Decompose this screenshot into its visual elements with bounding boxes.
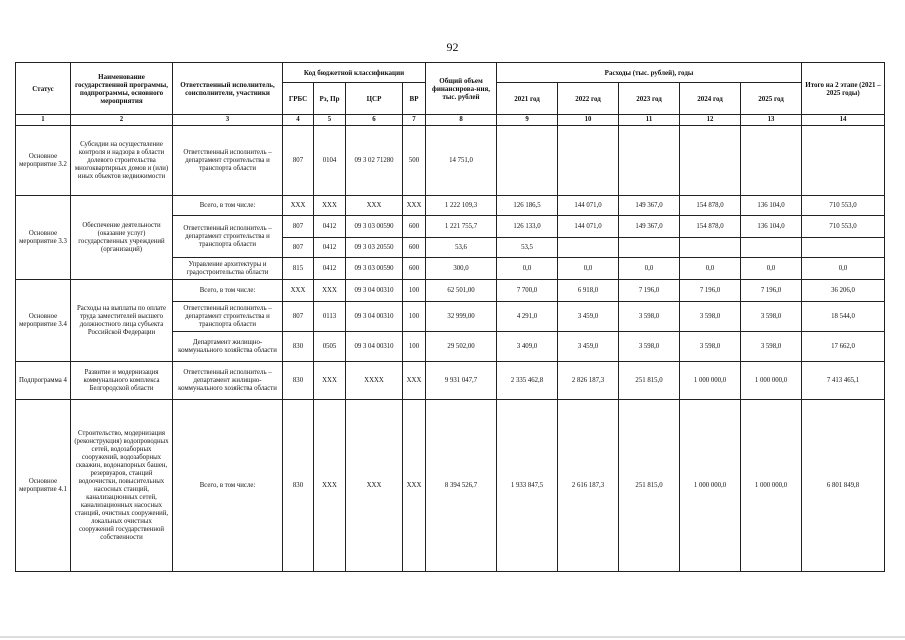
cell-rzpr: 0412 — [314, 216, 346, 238]
cell-csr: 09 3 03 00590 — [346, 216, 403, 238]
header-code-group: Код бюджетной классификации — [283, 63, 426, 83]
cell-2024: 154 878,0 — [680, 216, 741, 238]
cell-2021: 3 409,0 — [497, 332, 558, 362]
cell-2024 — [680, 238, 741, 258]
cell-rzpr: ХХХ — [314, 196, 346, 216]
row-name: Субсидии на осуществление контроля и надзора в области долевого строительства многоквартирных домов и (или) иных объектов недвижимости — [71, 126, 173, 196]
cell-vr: 600 — [403, 216, 426, 238]
cell-rzpr: 0104 — [314, 126, 346, 196]
cell-2021 — [497, 126, 558, 196]
cell-itogo: 18 544,0 — [802, 302, 885, 332]
cell-2025: 7 196,0 — [741, 280, 802, 302]
cell-grbs: 807 — [283, 216, 314, 238]
row-executor: Ответственный исполнитель – департамент жилищно-коммунального хозяйства области — [173, 362, 283, 400]
cell-csr: 09 3 02 71280 — [346, 126, 403, 196]
cell-itogo — [802, 126, 885, 196]
header-grbs: ГРБС — [283, 83, 314, 115]
cell-csr: 09 3 04 00310 — [346, 332, 403, 362]
cell-2023: 7 196,0 — [619, 280, 680, 302]
cell-2024: 154 878,0 — [680, 196, 741, 216]
cell-grbs: 830 — [283, 362, 314, 400]
col-index: 4 — [283, 115, 314, 126]
cell-2022: 144 071,0 — [558, 216, 619, 238]
table-row — [16, 400, 885, 572]
cell-grbs: 807 — [283, 302, 314, 332]
cell-vr: ХХХ — [403, 362, 426, 400]
cell-grbs: 807 — [283, 126, 314, 196]
row-status: Основное мероприятие 3.4 — [16, 280, 71, 362]
row-status: Основное мероприятие 3.2 — [16, 126, 71, 196]
cell-2024: 3 598,0 — [680, 332, 741, 362]
cell-total: 1 221 755,7 — [426, 216, 497, 238]
scan-edge-divider — [0, 636, 905, 638]
cell-2022: 3 459,0 — [558, 332, 619, 362]
cell-2025: 3 598,0 — [741, 332, 802, 362]
cell-itogo: 710 553,0 — [802, 216, 885, 238]
cell-itogo: 6 801 849,8 — [802, 400, 885, 572]
cell-2023 — [619, 126, 680, 196]
cell-2025: 136 104,0 — [741, 196, 802, 216]
cell-2025: 3 598,0 — [741, 302, 802, 332]
row-executor: Ответственный исполнитель – департамент строительства и транспорта области — [173, 126, 283, 196]
cell-total: 53,6 — [426, 238, 497, 258]
col-index: 2 — [71, 115, 173, 126]
header-total: Общий объем финансирова-ния, тыс. рублей — [426, 63, 497, 115]
table-row — [16, 196, 885, 216]
col-index: 7 — [403, 115, 426, 126]
cell-itogo: 7 413 465,1 — [802, 362, 885, 400]
cell-csr: 09 3 03 20550 — [346, 238, 403, 258]
cell-csr: ХХХ — [346, 400, 403, 572]
header-2024: 2024 год — [680, 83, 741, 115]
col-index: 5 — [314, 115, 346, 126]
col-index: 6 — [346, 115, 403, 126]
cell-2024 — [680, 126, 741, 196]
cell-itogo: 17 662,0 — [802, 332, 885, 362]
row-executor: Всего, в том числе: — [173, 280, 283, 302]
row-executor: Ответственный исполнитель – департамент строительства и транспорта области — [173, 302, 283, 332]
cell-rzpr: ХХХ — [314, 400, 346, 572]
col-index: 3 — [173, 115, 283, 126]
cell-vr: 100 — [403, 280, 426, 302]
cell-total: 9 931 047,7 — [426, 362, 497, 400]
cell-2025: 1 000 000,0 — [741, 362, 802, 400]
cell-total: 29 502,00 — [426, 332, 497, 362]
header-expenses-group: Расходы (тыс. рублей), годы — [497, 63, 802, 83]
cell-grbs: ХХХ — [283, 280, 314, 302]
row-executor: Всего, в том числе: — [173, 196, 283, 216]
cell-2025 — [741, 238, 802, 258]
table-row — [16, 126, 885, 196]
cell-2023: 3 598,0 — [619, 332, 680, 362]
cell-2023: 251 815,0 — [619, 362, 680, 400]
cell-rzpr: ХХХ — [314, 280, 346, 302]
cell-grbs: 830 — [283, 400, 314, 572]
cell-2025 — [741, 126, 802, 196]
cell-rzpr: 0412 — [314, 258, 346, 280]
cell-csr: 09 3 04 00310 — [346, 302, 403, 332]
cell-vr: ХХХ — [403, 400, 426, 572]
cell-2024: 1 000 000,0 — [680, 400, 741, 572]
cell-grbs: ХХХ — [283, 196, 314, 216]
cell-2024: 1 000 000,0 — [680, 362, 741, 400]
cell-2023: 251 815,0 — [619, 400, 680, 572]
cell-2022: 2 616 187,3 — [558, 400, 619, 572]
cell-grbs: 807 — [283, 238, 314, 258]
budget-table — [15, 62, 885, 572]
cell-2025: 1 000 000,0 — [741, 400, 802, 572]
cell-2024: 7 196,0 — [680, 280, 741, 302]
cell-2022 — [558, 126, 619, 196]
row-executor: Департамент жилищно-коммунального хозяйства области — [173, 332, 283, 362]
header-2022: 2022 год — [558, 83, 619, 115]
cell-grbs: 815 — [283, 258, 314, 280]
header-rzpr: Рз, Пр — [314, 83, 346, 115]
page-number: 92 — [446, 40, 459, 54]
cell-vr: ХХХ — [403, 196, 426, 216]
row-executor: Всего, в том числе: — [173, 400, 283, 572]
col-index: 12 — [680, 115, 741, 126]
cell-2021: 53,5 — [497, 238, 558, 258]
row-name: Развитие и модернизация коммунального комплекса Белгородской области — [71, 362, 173, 400]
cell-total: 62 501,00 — [426, 280, 497, 302]
cell-total: 14 751,0 — [426, 126, 497, 196]
cell-2022: 2 826 187,3 — [558, 362, 619, 400]
row-name: Обеспечение деятельности (оказание услуг) государственных учреждений (организаций) — [71, 196, 173, 280]
col-index: 8 — [426, 115, 497, 126]
header-csr: ЦСР — [346, 83, 403, 115]
table-row — [16, 362, 885, 400]
cell-2021: 126 133,0 — [497, 216, 558, 238]
header-executor: Ответственный исполнитель, соисполнители, участники — [173, 63, 283, 115]
cell-total: 32 999,00 — [426, 302, 497, 332]
cell-rzpr: 0113 — [314, 302, 346, 332]
cell-itogo: 710 553,0 — [802, 196, 885, 216]
cell-rzpr: 0412 — [314, 238, 346, 258]
row-status: Подпрограмма 4 — [16, 362, 71, 400]
cell-vr: 100 — [403, 332, 426, 362]
header-2025: 2025 год — [741, 83, 802, 115]
header-2021: 2021 год — [497, 83, 558, 115]
cell-csr: ХХХХ — [346, 362, 403, 400]
cell-2023: 0,0 — [619, 258, 680, 280]
cell-2023: 149 367,0 — [619, 216, 680, 238]
cell-itogo: 36 206,0 — [802, 280, 885, 302]
col-index: 11 — [619, 115, 680, 126]
cell-total: 1 222 109,3 — [426, 196, 497, 216]
cell-vr: 100 — [403, 302, 426, 332]
header-status: Статус — [16, 63, 71, 115]
header-name: Наименование государственной программы, подпрограммы, основного мероприятия — [71, 63, 173, 115]
cell-vr: 600 — [403, 258, 426, 280]
header-2023: 2023 год — [619, 83, 680, 115]
cell-2021: 2 335 462,8 — [497, 362, 558, 400]
cell-rzpr: ХХХ — [314, 362, 346, 400]
cell-rzpr: 0505 — [314, 332, 346, 362]
cell-2022: 0,0 — [558, 258, 619, 280]
cell-2025: 0,0 — [741, 258, 802, 280]
row-name: Расходы на выплаты по оплате труда заместителей высшего должностного лица субъекта Российской Федерации — [71, 280, 173, 362]
cell-2025: 136 104,0 — [741, 216, 802, 238]
cell-csr: 09 3 04 00310 — [346, 280, 403, 302]
cell-2023: 3 598,0 — [619, 302, 680, 332]
col-index: 14 — [802, 115, 885, 126]
cell-2021: 0,0 — [497, 258, 558, 280]
cell-2024: 3 598,0 — [680, 302, 741, 332]
cell-2023 — [619, 238, 680, 258]
cell-csr: ХХХ — [346, 196, 403, 216]
cell-2021: 1 933 847,5 — [497, 400, 558, 572]
cell-2022: 6 918,0 — [558, 280, 619, 302]
row-executor: Ответственный исполнитель – департамент строительства и транспорта области — [173, 216, 283, 258]
cell-total: 8 394 526,7 — [426, 400, 497, 572]
cell-2022: 144 071,0 — [558, 196, 619, 216]
cell-2022 — [558, 238, 619, 258]
col-index: 1 — [16, 115, 71, 126]
cell-itogo: 0,0 — [802, 258, 885, 280]
table-row — [16, 280, 885, 302]
header-itogo: Итого на 2 этапе (2021 – 2025 годы) — [802, 63, 885, 115]
row-name: Строительство, модернизация (реконструкция) водопроводных сетей, водозаборных сооружений, водозаборных скважин, водонапорных башен, резервуаров, станций водоочистки, повысительных насосных станций, канализационных сетей, канализационных насосных станций, очистных сооружений, локальных очистных сооружений государственной собственности — [71, 400, 173, 572]
cell-2021: 4 291,0 — [497, 302, 558, 332]
cell-grbs: 830 — [283, 332, 314, 362]
header-vr: ВР — [403, 83, 426, 115]
column-index-row — [16, 115, 885, 126]
cell-2021: 7 700,0 — [497, 280, 558, 302]
cell-itogo — [802, 238, 885, 258]
cell-2021: 126 186,5 — [497, 196, 558, 216]
row-status: Основное мероприятие 3.3 — [16, 196, 71, 280]
cell-csr: 09 3 03 00590 — [346, 258, 403, 280]
cell-vr: 500 — [403, 126, 426, 196]
cell-total: 300,0 — [426, 258, 497, 280]
row-status: Основное мероприятие 4.1 — [16, 400, 71, 572]
cell-2022: 3 459,0 — [558, 302, 619, 332]
cell-2023: 149 367,0 — [619, 196, 680, 216]
row-executor: Управление архитектуры и градостроительства области — [173, 258, 283, 280]
col-index: 10 — [558, 115, 619, 126]
col-index: 13 — [741, 115, 802, 126]
cell-2024: 0,0 — [680, 258, 741, 280]
cell-vr: 600 — [403, 238, 426, 258]
col-index: 9 — [497, 115, 558, 126]
